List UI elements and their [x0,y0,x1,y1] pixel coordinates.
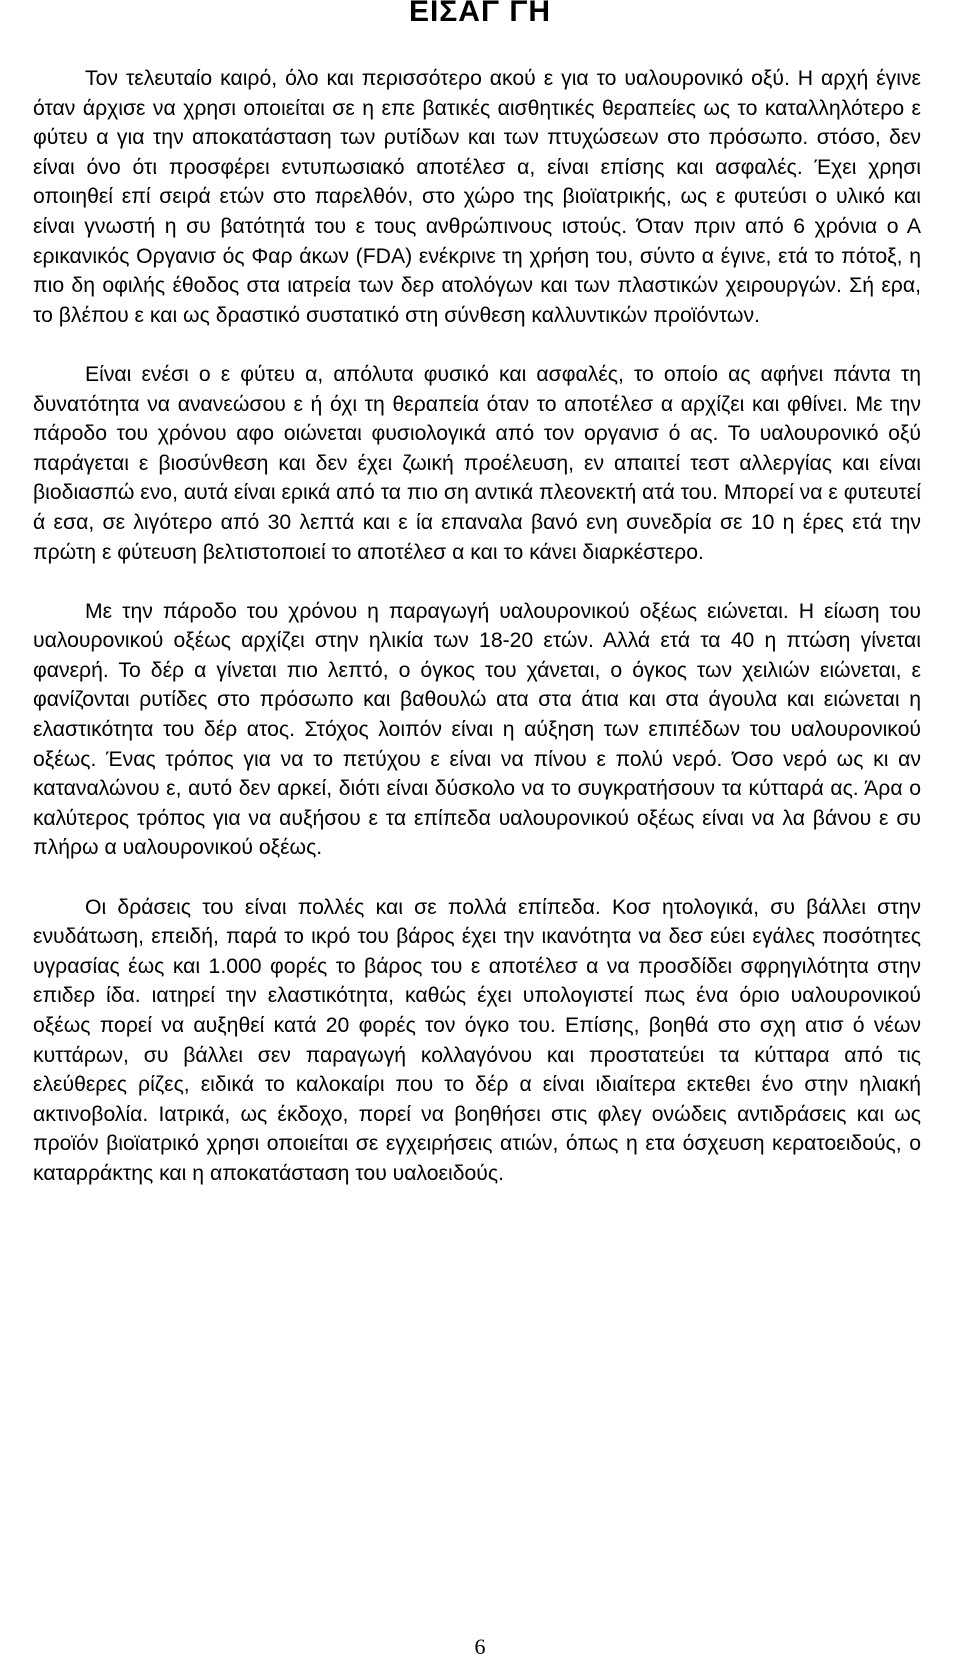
document-body [33,64,921,1189]
paragraph-3: Με την πάροδο του χρόνου η παραγωγή υαλουρονικού οξέως ειώνεται. Η είωση του υαλουρονικού οξέως αρχίζει στην ηλικία των 18-20 ετών. Αλλά ετά τα 40 η πτώση γίνεται φανερή. Το δέρ α γίνεται πιο λεπτό, ο όγκος του χάνεται, ο όγκος των χειλιών ειώνεται, ε φανίζονται ρυτίδες στο πρόσωπο και βαθουλώ ατα στα άτια και στα άγουλα και ειώνεται η ελαστικότητα του δέρ ατος. Στόχος λοιπόν είναι η αύξηση των επιπέδων του υαλουρονικού οξέως. Ένας τρόπος για να το πετύχου ε είναι να πίνου ε πολύ νερό. Όσο νερό ως κι αν καταναλώνου ε, αυτό δεν αρκεί, διότι είναι δύσκολο να το συγκρατήσουν τα κύτταρά ας. Άρα ο καλύτερος τρόπος για να αυξήσου ε τα επίπεδα υαλουρονικού οξέως είναι να λα βάνου ε συ πλήρω α υαλουρονικού οξέως. [33,599,921,860]
page-number: 6 [474,1634,486,1659]
paragraph-1: Τον τελευταίο καιρό, όλο και περισσότερο ακού ε για το υαλουρονικό οξύ. Η αρχή έγινε όταν άρχισε να χρησι οποιείται σε η επε βατικές αισθητικές θεραπείες ως το καταλληλότερο ε φύτευ α για την αποκατάσταση των ρυτίδων και των πτυχώσεων στο πρόσωπο. στόσο, δεν είναι όνο ότι προσφέρει εντυπωσιακό αποτέλεσ α, είναι επίσης και ασφαλές. Έχει χρησι οποιηθεί επί σειρά ετών στο παρελθόν, στο χώρο της βιοϊατρικής, ως ε φυτεύσι ο υλικό και είναι γνωστή η συ βατότητά του ε τους ανθρώπινους ιστούς. Όταν πριν από 6 χρόνια ο Α ερικανικός Οργανισ ός Φαρ άκων (FDA) ενέκρινε τη χρήση του, σύντο α έγινε, ετά το πότοξ, η πιο δη οφιλής έθοδος στα ιατρεία των δερ ατολόγων και των πλαστικών χειρουργών. Σή ερα, το βλέπου ε και ως δραστικό συστατικό στη σύνθεση καλλυντικών προϊόντων. [33,67,921,327]
paragraph-4: Οι δράσεις του είναι πολλές και σε πολλά επίπεδα. Κοσ ητολογικά, συ βάλλει στην ενυδάτωση, επειδή, παρά το ικρό του βάρος έχει την ικανότητα να δεσ εύει εγάλες ποσότητες υγρασίας έως και 1.000 φορές το βάρος του ε αποτέλεσ α να προσδίδει σφρηγιλότητα στην επιδερ ίδα. ιατηρεί την ελαστικότητα, καθώς έχει υπολογιστεί πως ένα όριο υαλουρονικού οξέως πορεί να αυξηθεί κατά 20 φορές τον όγκο του. Επίσης, βοηθά στο σχη ατισ ό νέων κυττάρων, συ βάλλει σεν παραγωγή κολλαγόνου και προστατεύει τα κύτταρα από τις ελεύθερες ρίζες, ειδικά το καλοκαίρι που το δέρ α είναι ιδιαίτερα εκτεθει ένο στην ηλιακή ακτινοβολία. Ιατρικά, ως έκδοχο, πορεί να βοηθήσει στις φλεγ ονώδεις αντιδράσεις και ως προϊόν βιοϊατρικό χρησι οποιείται σε εγχειρήσεις ατιών, όπως η ετα όσχευση κερατοειδούς, ο καταρράκτης και η αποκατάσταση του υαλοειδούς. [33,895,921,1185]
page-title: ΕΙΣΑΓ ΓΗ [408,0,552,28]
paragraph-2: Είναι ενέσι ο ε φύτευ α, απόλυτα φυσικό και ασφαλές, το οποίο ας αφήνει πάντα τη δυνατότητα να ανανεώσου ε ή όχι τη θεραπεία όταν το αποτέλεσ α αρχίζει και φθίνει. Με την πάροδο του χρόνου αφο οιώνεται φυσιολογικά από τον οργανισ ό ας. Το υαλουρονικό οξύ παράγεται ε βιοσύνθεση και δεν έχει ζωική προέλευση, εν απαιτεί τεστ αλλεργίας και είναι βιοδιασπώ ενο, αυτά είναι ερικά από τα πιο ση αντικά πλεονεκτή ατά του. Μπορεί να ε φυτευτεί ά εσα, σε λιγότερο από 30 λεπτά και ε ία επαναλα βανό ενη συνεδρία σε 10 η έρες ετά την πρώτη ε φύτευση βελτιστοποιεί το αποτέλεσ α και το κάνει διαρκέστερο. [33,362,921,564]
